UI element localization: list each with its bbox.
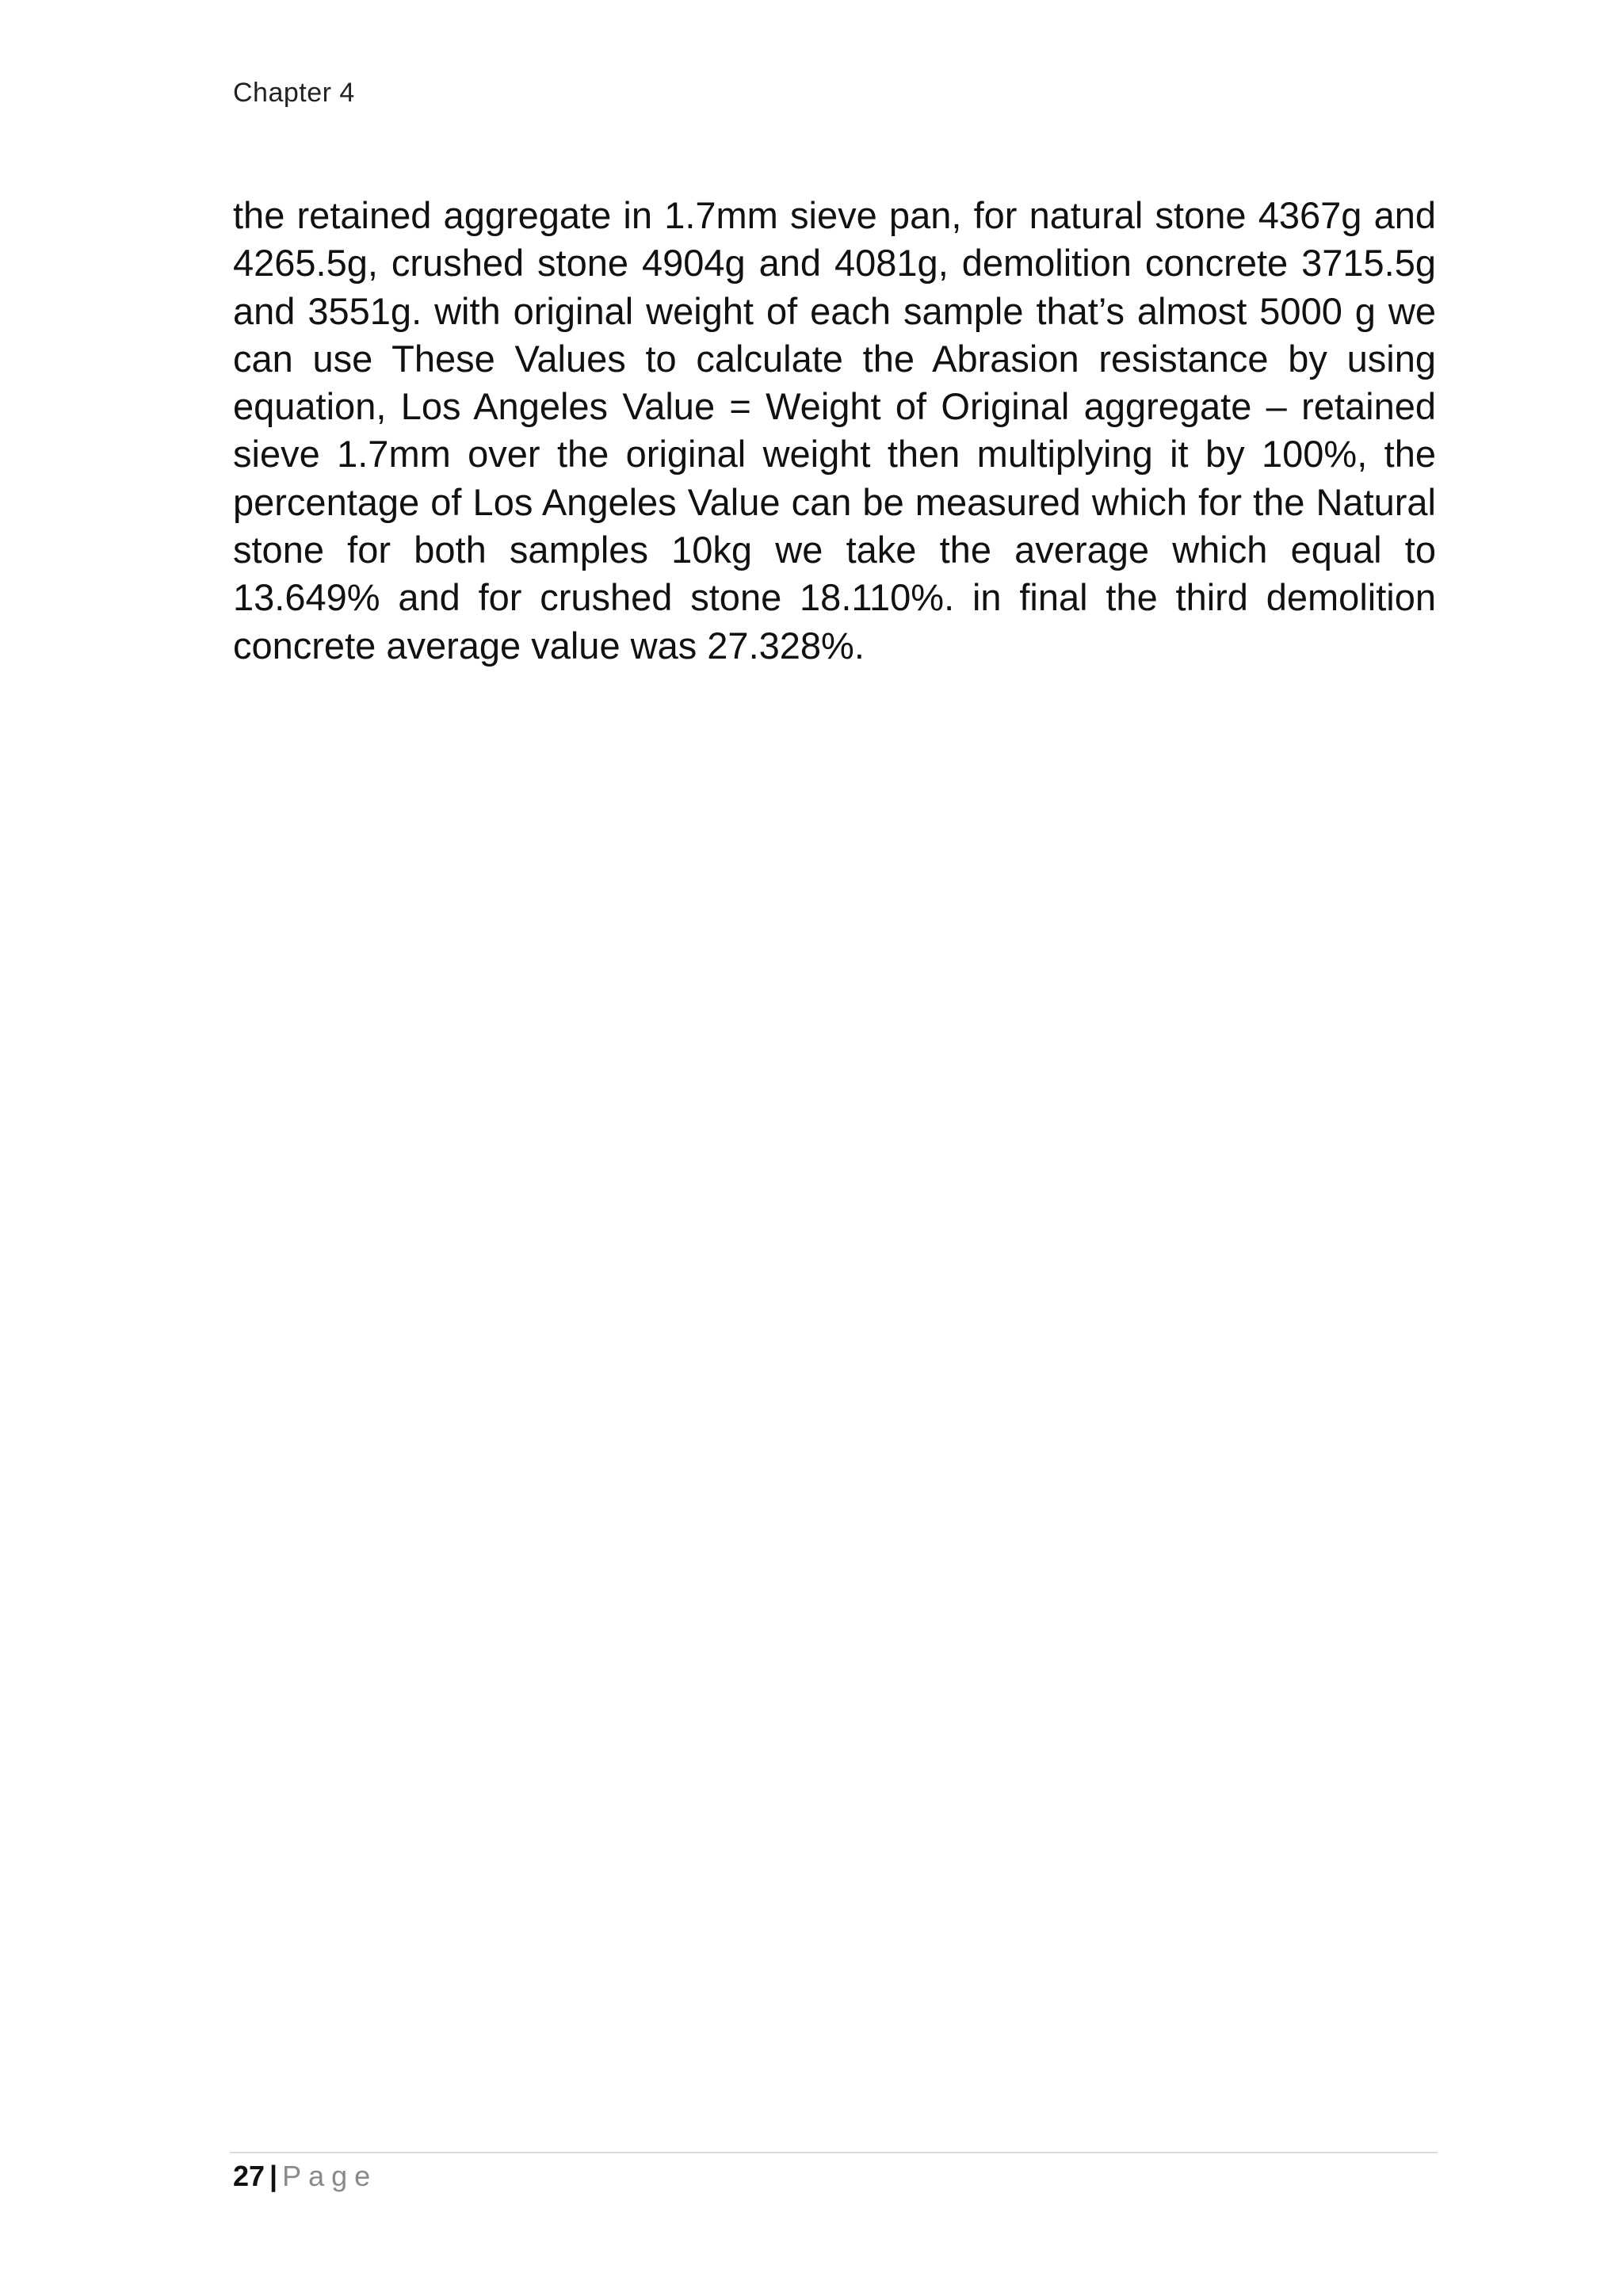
running-header-chapter: Chapter 4 — [233, 78, 355, 108]
footer-divider — [230, 2152, 1438, 2153]
footer-separator: | — [269, 2160, 278, 2192]
page-footer — [233, 2157, 377, 2196]
page-label: Page — [282, 2160, 378, 2192]
page-number: 27 — [233, 2160, 265, 2192]
body-paragraph: the retained aggregate in 1.7mm sieve pan, for natural stone 4367g and 4265.5g, crushed stone 4904g and 4081g, demolition concrete 3715.5g and 3551g. with original weight of each sample that’s almost 5000 g we can use These Values to calculate the Abrasion resistance by using equation, Los Angeles Value = Weight of Original aggregate – retained sieve 1.7mm over the original weight then multiplying it by 100%, the percentage of Los Angeles Value can be measured which for the Natural stone for both samples 10kg we take the average which equal to 13.649% and for crushed stone 18.110%. in final the third demolition concrete average value was 27.328%. — [233, 194, 1436, 667]
